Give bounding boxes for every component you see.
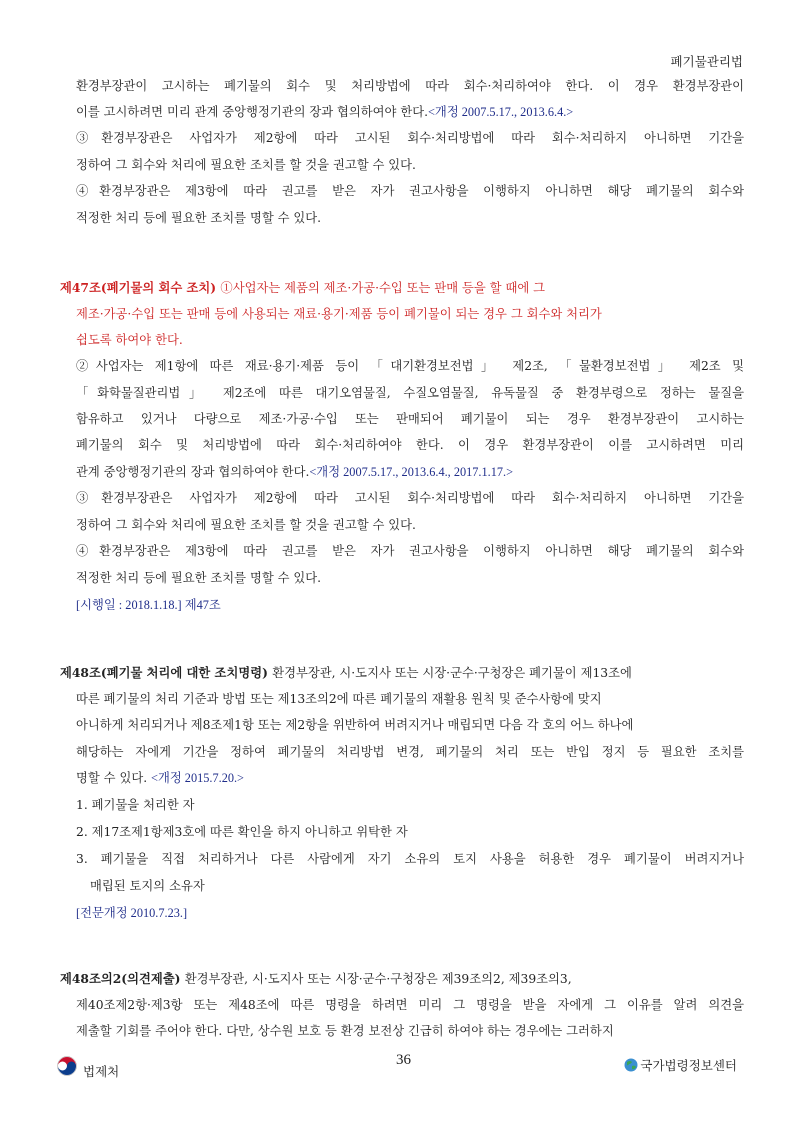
text-run: 적정한 처리 등에 필요한 조치를 명할 수 있다.: [76, 211, 322, 225]
text-line: [76, 797, 744, 814]
text-run: 관계 중앙행정기관의 장과 협의하여야 한다.: [76, 465, 310, 479]
amendment-note: <개정 2007.5.17., 2013.6.4.>: [428, 105, 574, 119]
text-line: [76, 543, 744, 560]
text-line: [76, 437, 744, 454]
text-run: 함유하고 있거나 다량으로 제조·가공·수입 또는 판매되어 폐기물이 되는 경우 환경부장관이 고시하는: [76, 412, 744, 426]
text-line: [76, 717, 744, 734]
text-line: [60, 664, 744, 682]
text-run: 매립된 토지의 소유자: [90, 879, 205, 893]
text-line: [76, 570, 744, 587]
text-run: 2. 제17조제1항제3호에 따른 확인을 하지 아니하고 위탁한 자: [76, 825, 408, 839]
text-run: 쉽도록 하여야 한다.: [76, 333, 183, 347]
text-run: 정하여 그 회수와 처리에 필요한 조치를 할 것을 권고할 수 있다.: [76, 518, 416, 532]
text-line: [76, 306, 744, 323]
amendment-note: [전문개정 2010.7.23.]: [76, 906, 188, 920]
footer-left: [57, 1052, 119, 1080]
text-run: 이를 고시하려면 미리 관계 중앙행정기관의 장과 협의하여야 한다.: [76, 105, 428, 119]
text-run: 명할 수 있다.: [76, 771, 152, 785]
article-heading: 제48조의2(의견제출): [60, 971, 185, 986]
text-line: [76, 78, 744, 95]
article-heading: 제48조(폐기물 처리에 대한 조치명령): [60, 665, 273, 680]
text-line: [76, 358, 744, 375]
text-line: [76, 997, 744, 1014]
text-line: [76, 905, 744, 922]
text-run: 따른 폐기물의 처리 기준과 방법 또는 제13조의2에 따른 폐기물의 재활용 원칙 및 준수사항에 맞지: [76, 692, 602, 706]
footer-right-label: 국가법령정보센터: [640, 1058, 737, 1073]
footer-left-label: 법제처: [83, 1064, 120, 1079]
text-line: [76, 824, 744, 841]
article-heading: 제47조(폐기물의 회수 조치): [60, 280, 221, 295]
text-run: 제출할 기회를 주어야 한다. 다만, 상수원 보호 등 환경 보전상 긴급히 하여야 하는 경우에는 그러하지: [76, 1024, 614, 1038]
text-line: [76, 210, 744, 227]
amendment-note: [시행일 : 2018.1.18.] 제47조: [76, 598, 221, 612]
text-run: ②사업자는 제1항에 따른 재료·용기·제품 등이 「대기환경보전법」 제2조, 「물환경보전법」 제2조 및: [76, 359, 744, 373]
text-run: 1. 폐기물을 처리한 자: [76, 798, 195, 812]
page-footer: [0, 1048, 793, 1088]
text-line: [76, 183, 744, 200]
text-line: [76, 770, 744, 787]
text-run: 아니하게 처리되거나 제8조제1항 또는 제2항을 위반하여 버려지거나 매립되면 다음 각 호의 어느 하나에: [76, 718, 634, 732]
amendment-note: <개정 2007.5.17., 2013.6.4., 2017.1.17.>: [309, 465, 514, 479]
text-run: 3. 폐기물을 직접 처리하거나 다른 사람에게 자기 소유의 토지 사용을 허용한 경우 폐기물이 버려지거나: [76, 852, 744, 866]
text-line: [90, 878, 744, 895]
text-run: 해당하는 자에게 기간을 정하여 폐기물의 처리방법 변경, 폐기물의 처리 또는 반입 정지 등 필요한 조치를: [76, 745, 744, 759]
text-run: 제조·가공·수입 또는 판매 등에 사용되는 재료·용기·제품 등이 폐기물이 되는 경우 그 회수와 처리가: [76, 307, 602, 321]
page-number: 36: [396, 1052, 411, 1068]
text-line: [60, 970, 744, 988]
globe-icon: [624, 1058, 638, 1072]
text-line: [76, 691, 744, 708]
text-run: 환경부장관이 고시하는 폐기물의 회수 및 처리방법에 따라 회수·처리하여야 한다. 이 경우 환경부장관이: [76, 79, 744, 93]
text-run: ④환경부장관은 제3항에 따라 권고를 받은 자가 권고사항을 이행하지 아니하면 해당 폐기물의 회수와: [76, 184, 744, 198]
text-line: [76, 517, 744, 534]
text-line: [60, 279, 744, 297]
text-line: [76, 332, 744, 349]
text-line: [76, 597, 744, 614]
text-line: [76, 490, 744, 507]
text-line: [76, 744, 744, 761]
text-run: 「화학물질관리법」 제2조에 따른 대기오염물질, 수질오염물질, 유독물질 중 환경부령으로 정하는 물질을: [76, 386, 744, 400]
text-line: [76, 104, 744, 121]
text-run: 정하여 그 회수와 처리에 필요한 조치를 할 것을 권고할 수 있다.: [76, 158, 416, 172]
text-line: [76, 130, 744, 147]
text-run: 제40조제2항·제3항 또는 제48조에 따른 명령을 하려면 미리 그 명령을 받을 자에게 그 이유를 알려 의견을: [76, 998, 744, 1012]
text-run: ③환경부장관은 사업자가 제2항에 따라 고시된 회수·처리방법에 따라 회수·처리하지 아니하면 기간을: [76, 131, 744, 145]
amendment-note: <개정 2015.7.20.>: [151, 771, 244, 785]
text-run: 환경부장관, 시·도지사 또는 시장·군수·구청장은 폐기물이 제13조에: [272, 666, 632, 680]
text-run: 폐기물의 회수 및 처리방법에 따라 회수·처리하여야 한다. 이 경우 환경부장관이 이를 고시하려면 미리: [76, 438, 744, 452]
text-line: [76, 157, 744, 174]
text-line: [76, 411, 744, 428]
footer-right: [624, 1056, 737, 1074]
text-line: [76, 851, 744, 868]
text-line: [76, 385, 744, 402]
text-line: [76, 1023, 744, 1040]
taegeuk-logo-icon: [57, 1056, 77, 1076]
text-run: 적정한 처리 등에 필요한 조치를 명할 수 있다.: [76, 571, 322, 585]
text-run: 환경부장관, 시·도지사 또는 시장·군수·구청장은 제39조의2, 제39조의3,: [184, 972, 572, 986]
text-run: ③환경부장관은 사업자가 제2항에 따라 고시된 회수·처리방법에 따라 회수·처리하지 아니하면 기간을: [76, 491, 744, 505]
text-line: [76, 464, 744, 481]
text-run: ①사업자는 제품의 제조·가공·수입 또는 판매 등을 할 때에 그: [220, 281, 545, 295]
document-title: 폐기물관리법: [670, 54, 743, 69]
text-run: ④환경부장관은 제3항에 따라 권고를 받은 자가 권고사항을 이행하지 아니하면 해당 폐기물의 회수와: [76, 544, 744, 558]
